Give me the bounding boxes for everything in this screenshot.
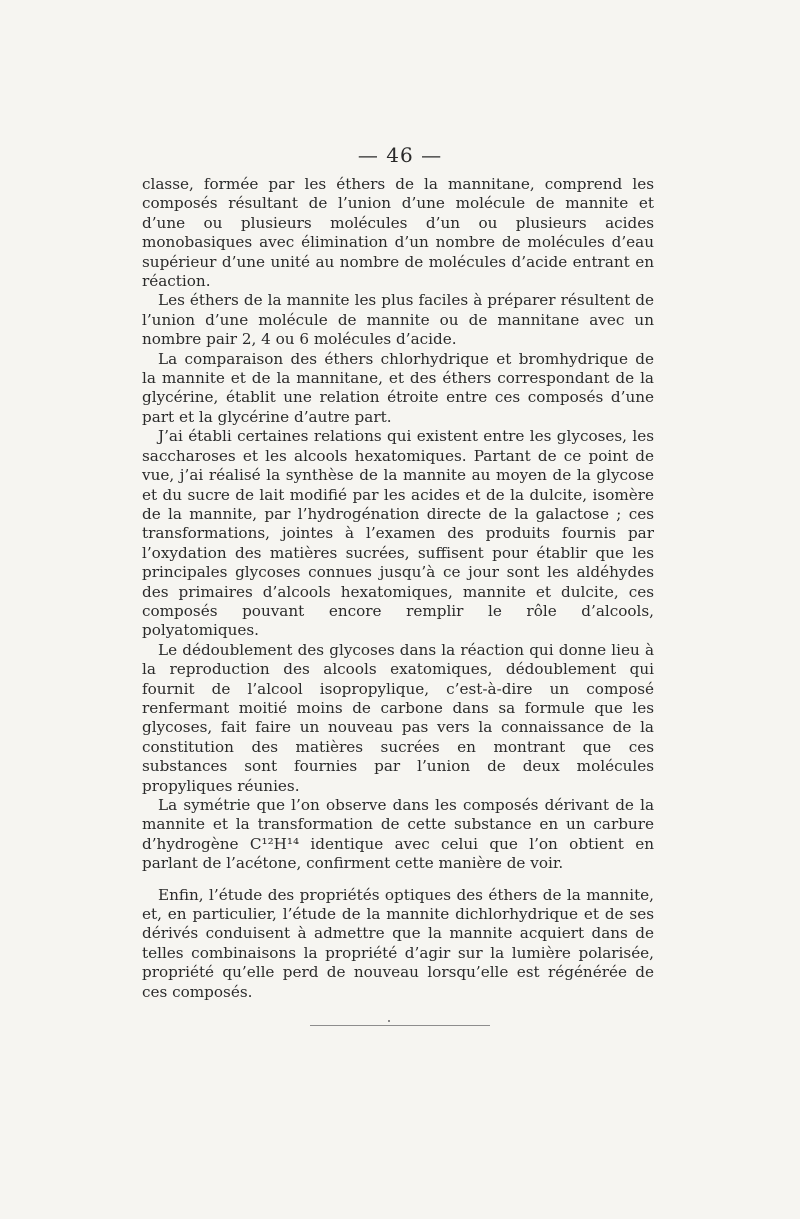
paragraph-5: Le dédoublement des glycoses dans la réaction qui donne lieu à la reproduction des alcools exatomiques, dédoublement qui fournit de l’alcool isopropylique, c’est-à-dire un composé renfermant moitié moins de carbone dans sa formule que les glycoses, fait faire un nouveau pas vers la connaissance de la constitution des matières sucrées en montrant que ces substances sont fournies par l’union de deux molécules propyliques réunies. [142,640,654,795]
paragraph-2: Les éthers de la mannite les plus faciles à préparer résultent de l’union d’une molécule de mannite ou de mannitane avec un nombre pair 2, 4 ou 6 molécules d’acide. [142,291,654,349]
paragraph-6: La symétrie que l’on observe dans les composés dérivant de la mannite et la transformation de cette substance en un carbure d’hydrogène C¹²H¹⁴ identique avec celui que l’on obtient en parlant de l’acétone, confirment cette manière de voir. [142,796,654,873]
paragraph-1: classe, formée par les éthers de la mannitane, comprend les composés résultant de l’union d’une molécule de mannite et d’une ou plusieurs molécules d’un ou plusieurs acides monobasiques avec élimination d’un nombre de molécules d’eau supérieur d’une unité au nombre de molécules d’acide entrant en réaction. [142,175,654,291]
divider-dot [388,1020,390,1022]
page-number: — 46 — [357,143,443,167]
paragraph-3: La comparaison des éthers chlorhydrique et bromhydrique de la mannite et de la mannitane, et des éthers correspondant de la glycérine, établit une relation étroite entre ces composés d’une part et la glycérine d’autre part. [142,349,654,426]
paragraph-7: Enfin, l’étude des propriétés optiques des éthers de la mannite, et, en particulier, l’étude de la mannite dichlorhydrique et de ses dérivés conduisent à admettre que la mannite acquiert dans de telles combinaisons la propriété d’agir sur la lumière polarisée, propriété qu’elle perd de nouveau lorsqu’elle est régénérée de ces composés. [142,885,654,1001]
end-rule [310,1025,490,1026]
page-body [142,175,654,1002]
paragraph-4: J’ai établi certaines relations qui existent entre les glycoses, les saccharoses et les alcools hexatomiques. Partant de ce point de vue, j’ai réalisé la synthèse de la mannite au moyen de la glycose et du sucre de lait modifié par les acides et de la dulcite, isomère de la mannite, par l’hydrogénation directe de la galactose ; ces transformations, jointes à l’examen des produits fournis par l’oxydation des matières sucrées, suffisent pour établir que les principales glycoses connues jusqu’à ce jour sont les aldéhydes des primaires d’alcools hexatomiques, mannite et dulcite, ces composés pouvant encore remplir le rôle d’alcools, polyatomiques. [142,427,654,640]
